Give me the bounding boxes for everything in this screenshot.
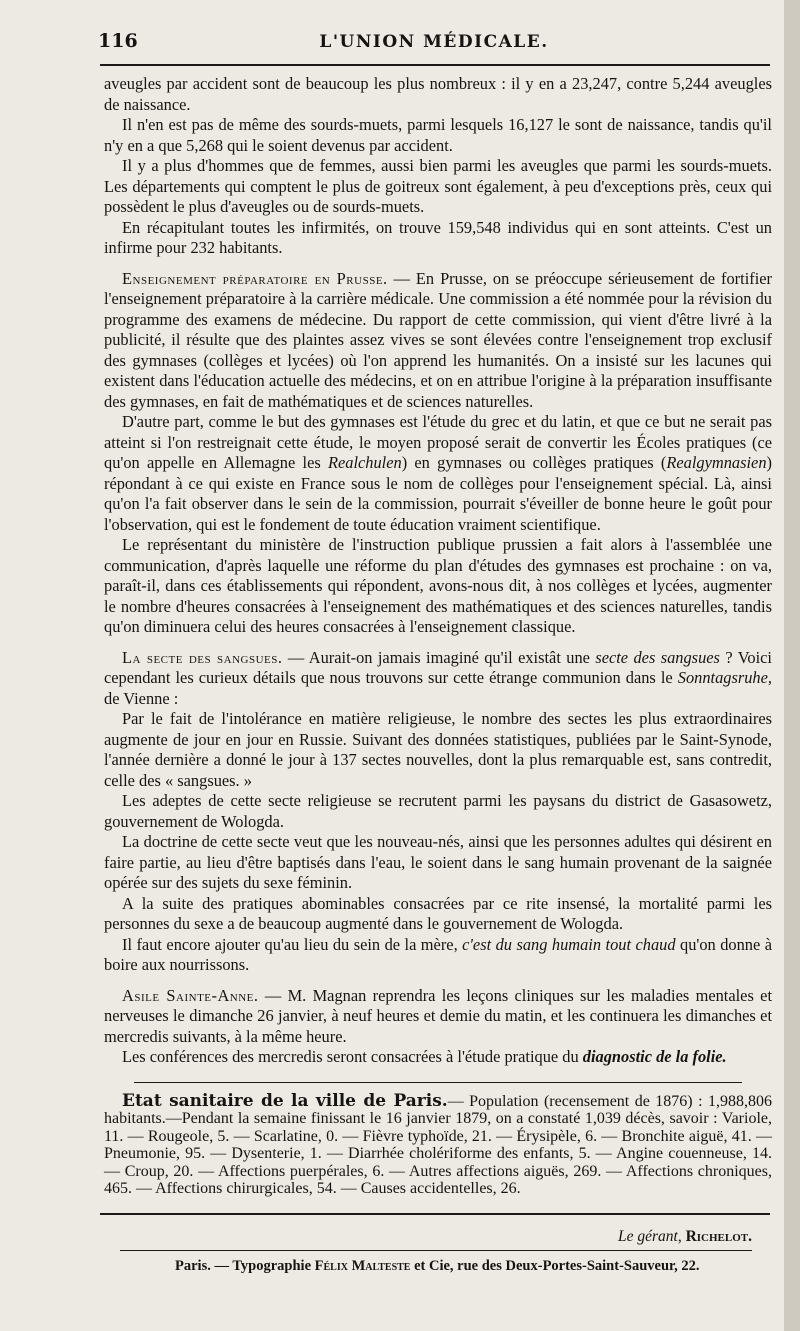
paragraph: La doctrine de cette secte veut que les nouveau-nés, ainsi que les personnes adultes qui désirent en faire partie, au lieu d'être baptisés dans l'eau, le soient dans le sang humain provenant de la saignée opérée sur des sujets du sexe féminin.	[104, 832, 772, 892]
printer-imprint	[175, 1258, 755, 1275]
footer-rule	[100, 1213, 770, 1215]
section-prusse	[104, 269, 772, 413]
italic-term: diagnostic de la folie.	[582, 1047, 727, 1066]
text-run: de Vienne :	[104, 688, 179, 708]
text-run: qu'on donne à boire aux nourrissons.	[104, 934, 773, 974]
etat-body: — Population (recensement de 1876) : 1,988,806 habitants.—Pendant la semaine finissant le 16 janvier 1879, on a constaté 1,039 décès, savoir : Variole, 11. — Rougeole, 5. — Scarlatine, 0. — Fièvre typhoïde, 21. — Érysipèle, 6. — Bronchite aiguë, 41. — Pneumonie, 95. — Dysenterie, 1. — Diarrhée cholériforme des enfants, 5. — Angine couenneuse, 14. — Croup, 20. — Affections puerpérales, 6. — Autres affections aiguës, 269. — Affections chroniques, 465. — Affections chirurgicales, 54. — Causes accidentelles, 26.	[104, 1092, 772, 1197]
etat-sanitaire	[104, 1090, 772, 1198]
text-run: — Aurait-on jamais imaginé qu'il existât une	[282, 647, 596, 667]
section-heading: La secte des sangsues.	[122, 647, 283, 667]
paragraph: A la suite des pratiques abominables consacrées par ce rite insensé, la mortalité parmi les personnes du sexe a de beaucoup augmenté dans le gouvernement de Wologda.	[104, 893, 772, 933]
paragraph	[104, 935, 772, 976]
paragraph	[104, 1047, 772, 1068]
text-column	[104, 74, 772, 1198]
italic-term: Realgymnasien	[666, 453, 767, 472]
page-number: 116	[98, 30, 138, 52]
italic-term: Realchulen	[327, 453, 402, 472]
section-heading: Enseignement préparatoire en Prusse.	[122, 268, 388, 288]
section-sangsues	[104, 648, 772, 710]
text-run: ) répondant à ce qui existe en France sous le nom de collèges pour l'enseignement spécial. Là, ainsi qu'on l'a fait observer dans le sein de la commission, pourrait s'éveiller de bonne heure le goût pour l'observation, qui est le fondement de toute éducation vraiment scientifique.	[104, 453, 772, 534]
italic-term: c'est du sang humain tout chaud	[462, 934, 676, 954]
gerant-name: Richelot.	[685, 1228, 752, 1245]
text-run: Paris. — Typographie	[175, 1258, 315, 1274]
section-divider	[134, 1082, 742, 1083]
paragraph	[104, 412, 772, 535]
section-asile	[104, 986, 772, 1048]
page-edge-shadow	[784, 0, 800, 1331]
text-run: ) en gymnases ou collèges pratiques (	[401, 453, 667, 472]
etat-title: Etat sanitaire de la ville de Paris.	[122, 1090, 448, 1111]
paragraph: En récapitulant toutes les infirmités, on trouve 159,548 individus qui en sont atteints. C'est un infirme pour 232 habitants.	[104, 217, 772, 257]
italic-term: Sonntagsruhe,	[677, 668, 772, 687]
header-rule	[100, 64, 770, 66]
imprint-rule	[120, 1250, 752, 1251]
italic-term: secte des sangsues	[595, 647, 720, 667]
paragraph: Il n'en est pas de même des sourds-muets, parmi lesquels 16,127 le sont de naissance, tandis qu'il n'y en a que 5,268 qui le soient devenus par accident.	[104, 115, 772, 155]
section-text: — M. Magnan reprendra les leçons cliniques sur les maladies mentales et nerveuses le dimanche 26 janvier, à neuf heures et demie du matin, et les continuera les dimanches et mercredis suivants, à la même heure.	[104, 985, 772, 1046]
section-heading: Asile Sainte-Anne.	[122, 985, 259, 1005]
running-header	[98, 30, 770, 54]
text-run: ? Voici cependant les curieux détails que nous trouvons sur cette étrange communion dans le	[104, 647, 772, 687]
printer-name: Félix Malteste	[314, 1258, 411, 1274]
text-run: et Cie, rue des Deux-Portes-Saint-Sauveur, 22.	[410, 1258, 700, 1274]
running-title: L'UNION MÉDICALE.	[319, 32, 549, 52]
paragraph: Il y a plus d'hommes que de femmes, aussi bien parmi les aveugles que parmi les sourds-muets. Les départements qui comptent le plus de goitreux sont également, à peu d'exceptions près, ceux qui possèdent le plus d'aveugles ou de sourds-muets.	[104, 156, 772, 216]
gerant-label: Le gérant,	[617, 1228, 682, 1245]
paragraph: Les adeptes de cette secte religieuse se recrutent parmi les paysans du district de Gasasowetz, gouvernement de Wologda.	[104, 791, 772, 831]
paragraph: Le représentant du ministère de l'instruction publique prussien a fait alors à l'assemblée une communication, d'après laquelle une réforme du plan d'études des gymnases est prochaine : on va, paraît-il, dans ces établissements qui répondent, avons-nous dit, à nos collèges et lycées, augmenter le nombre d'heures consacrées à l'enseignement des mathématiques et des sciences naturelles, tandis qu'on diminuera celui des heures consacrées à l'enseignement classique.	[104, 535, 772, 636]
paragraph: Par le fait de l'intolérance en matière religieuse, le nombre des sectes les plus extraordinaires augmente de jour en jour en Russie. Suivant des données statistiques, publiées par le Saint-Synode, l'année dernière a donné le jour à 137 sectes nouvelles, dont la plus remarquable est, sans contredit, celle des « sangsues. »	[104, 709, 772, 790]
text-run: Il faut encore ajouter qu'au lieu du sein de la mère,	[122, 934, 463, 954]
gerant-signature	[618, 1228, 752, 1246]
section-text: — En Prusse, on se préoccupe sérieusement de fortifier l'enseignement préparatoire à la carrière médicale. Une commission a été nommée pour la révision du programme des examens de médecine. Du rapport de cette commission, qui vient d'être livré à la publicité, il résulte que des plaintes assez vives se sont élevées contre l'enseignement trop exclusif des gymnases (collèges et lycées) où l'on apprend les humanités. On a insisté sur les lacunes qui existent dans l'éducation actuelle des médecins, et on en attribue l'origine à la préparation insuffisante des gymnases, en fait de mathématiques et de sciences naturelles.	[104, 268, 772, 411]
text-run: D'autre part, comme le but des gymnases est l'étude du grec et du latin, et que ce but ne serait pas atteint si l'on restreignait cette étude, le moyen proposé serait de convertir les Écoles pratiques (ce qu'on appelle en Allemagne les	[104, 412, 772, 472]
paragraph: aveugles par accident sont de beaucoup les plus nombreux : il y en a 23,247, contre 5,244 aveugles de naissance.	[104, 74, 772, 114]
text-run: Les conférences des mercredis seront consacrées à l'étude pratique du	[122, 1047, 583, 1066]
